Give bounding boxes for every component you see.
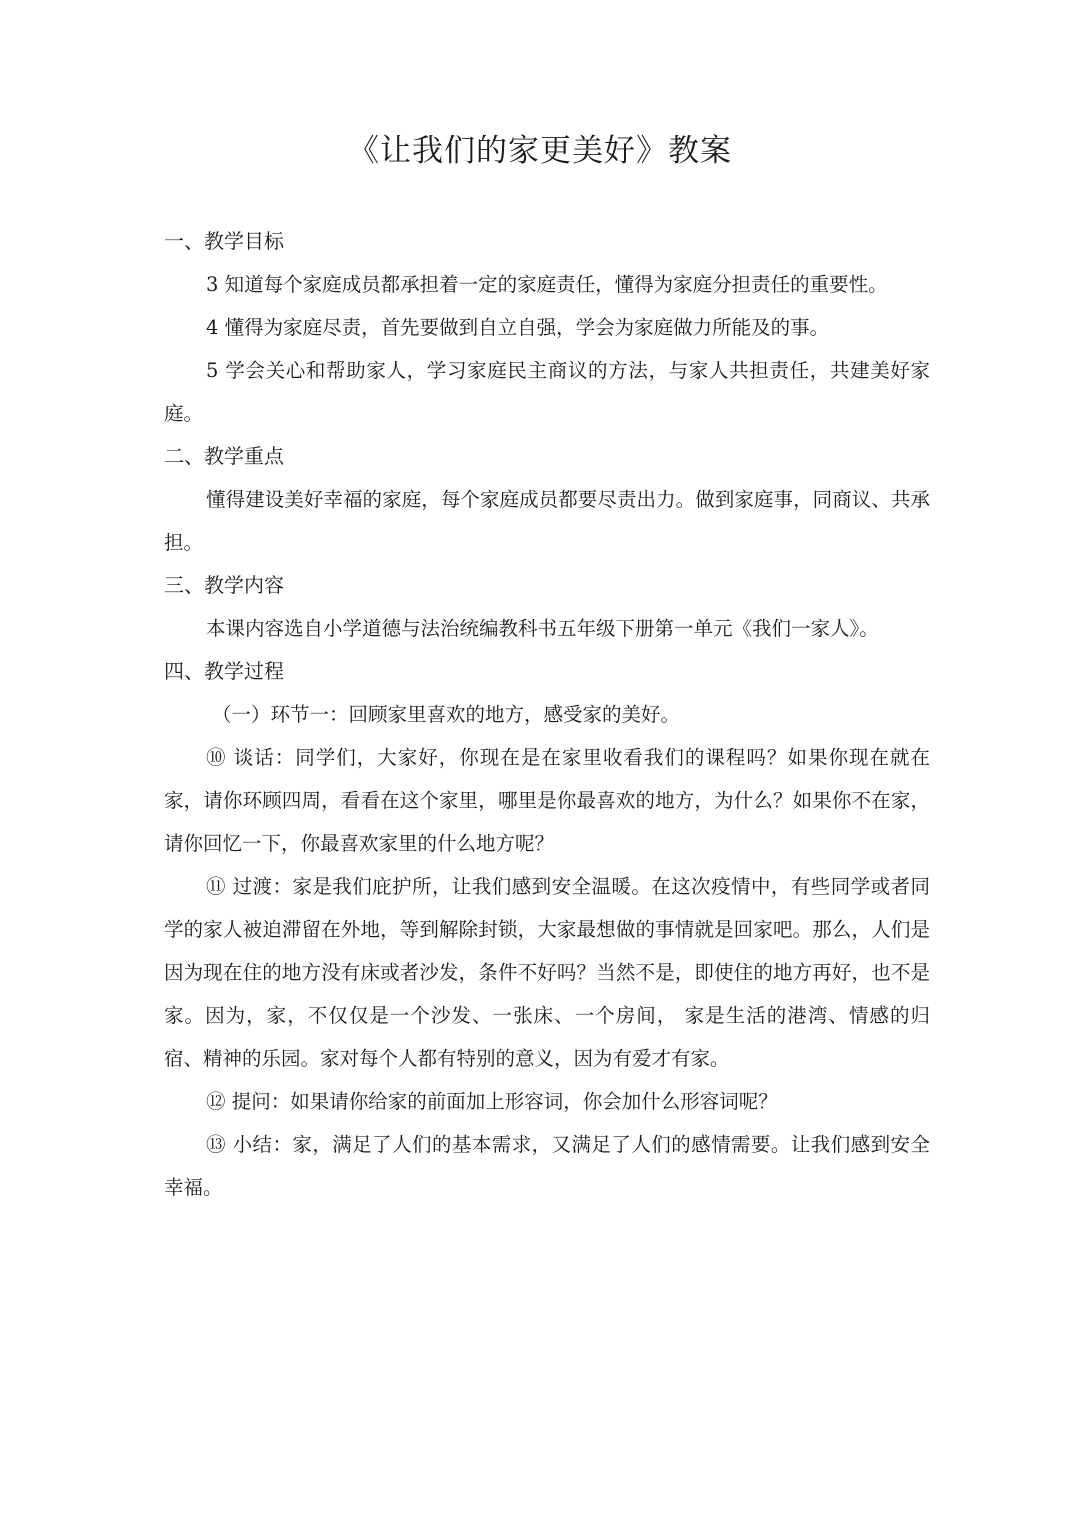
process-question: ⑫ 提问：如果请你给家的前面加上形容词，你会加什么形容词呢？ bbox=[206, 1090, 778, 1113]
document-body bbox=[164, 220, 930, 1209]
section-heading-content: 三、教学内容 bbox=[164, 573, 284, 597]
objective-3: 3 知道每个家庭成员都承担着一定的家庭责任，懂得为家庭分担责任的重要性。 bbox=[206, 273, 888, 296]
key-point-text: 懂得建设美好幸福的家庭，每个家庭成员都要尽责出力。做到家庭事，同商议、共承担。 bbox=[164, 488, 930, 554]
process-summary: ⑬ 小结：家，满足了人们的基本需求，又满足了人们的感情需要。让我们感到安全幸福。 bbox=[164, 1133, 930, 1199]
objective-5: 5 学会关心和帮助家人，学习家庭民主商议的方法，与家人共担责任，共建美好家庭。 bbox=[164, 359, 930, 425]
process-talk: ⑩ 谈话：同学们，大家好，你现在是在家里收看我们的课程吗？如果你现在就在家，请你环顾四周，看看在这个家里，哪里是你最喜欢的地方，为什么？如果你不在家，请你回忆一下，你最喜欢家里的什么地方呢？ bbox=[164, 746, 930, 855]
document-title: 《让我们的家更美好》教案 bbox=[348, 133, 732, 169]
objective-4: 4 懂得为家庭尽责，首先要做到自立自强，学会为家庭做力所能及的事。 bbox=[206, 316, 830, 339]
content-text: 本课内容选自小学道德与法治统编教科书五年级下册第一单元《我们一家人》。 bbox=[206, 617, 879, 640]
section-heading-objectives: 一、教学目标 bbox=[164, 229, 284, 253]
section-heading-process: 四、教学过程 bbox=[164, 659, 284, 683]
process-transition: ⑪ 过渡：家是我们庇护所，让我们感到安全温暖。在这次疫情中，有些同学或者同学的家人被迫滞留在外地，等到解除封锁，大家最想做的事情就是回家吧。那么，人们是因为现在住的地方没有床或者沙发，条件不好吗？当然不是，即使住的地方再好，也不是家。因为，家，不仅仅是一个沙发、一张床、一个房间， 家是生活的港湾、情感的归宿、精神的乐园。家对每个人都有特别的意义，因为有爱才有家。 bbox=[164, 875, 930, 1070]
section-heading-key-points: 二、教学重点 bbox=[164, 444, 284, 468]
process-step-1-heading: （一）环节一：回顾家里喜欢的地方，感受家的美好。 bbox=[212, 703, 681, 726]
